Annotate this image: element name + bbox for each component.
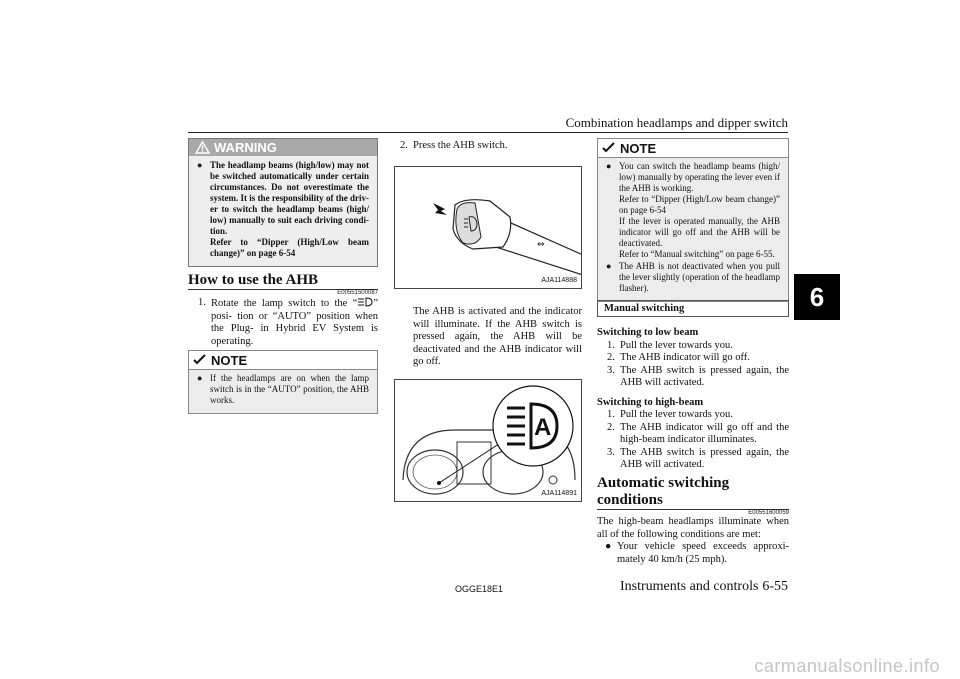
- step-number: 3.: [607, 364, 615, 376]
- low-beam-heading: Switching to low beam: [597, 327, 699, 338]
- note2-b1-more: If the lever is operated manually, the AHB indicator will go off and the AHB will be deactivated.: [619, 216, 780, 248]
- bullet-icon: ●: [606, 161, 612, 171]
- step1-text-a: Rotate the lamp switch to the “: [211, 298, 358, 309]
- note-label-2: NOTE: [620, 140, 657, 156]
- high-step: [597, 447, 789, 472]
- warning-ref: Refer to “Dipper (High/Low beam change)” on page 6-54: [210, 237, 369, 258]
- warning-label: WARNING: [214, 140, 277, 155]
- low-step: [597, 340, 789, 353]
- figure-ahb-switch: [394, 166, 582, 289]
- ahb-activation-text: The AHB is activated and the indicator will illuminate. If the AHB switch is pressed again, the AHB will be deactivated and the AHB indicator will go off.: [413, 306, 582, 367]
- warning-triangle-icon: [195, 141, 210, 154]
- how-to-section: [188, 272, 378, 348]
- note-body-1: [189, 370, 377, 413]
- note2-b2: The AHB is not deactivated when you pull the lever slightly (operation of the headlamp flasher).: [619, 261, 780, 293]
- manual-switching-box: Manual switching: [597, 300, 789, 317]
- warning-item: [197, 160, 369, 259]
- step-text: Pull the lever towards you.: [620, 339, 733, 351]
- step-number: 2.: [607, 352, 615, 363]
- auto-title: Automatic switching conditions: [597, 475, 730, 508]
- step-number: 1.: [198, 297, 206, 308]
- note2-item-1: [606, 161, 780, 260]
- footer-code: OGGE18E1: [455, 584, 504, 594]
- note-body-2: [598, 158, 788, 301]
- low-step: [597, 365, 789, 390]
- note-label-1: NOTE: [211, 352, 248, 368]
- bullet-icon: ●: [197, 160, 203, 170]
- note-header-2: [598, 139, 788, 158]
- step-number: 2.: [400, 140, 408, 151]
- note-box-2: [597, 138, 789, 302]
- header-rule: [188, 132, 788, 133]
- step-text: The AHB indicator will go off and the high-beam indicator illuminates.: [620, 421, 789, 445]
- step-text: The AHB switch is pressed again, the AHB will activated.: [620, 364, 789, 388]
- note-box-1: [188, 350, 378, 414]
- note2-b1: You can switch the headlamp beams (high/ low) manually by operating the lever even if the AHB is working.: [619, 161, 780, 193]
- page-header-title: Combination headlamps and dipper switch: [565, 115, 788, 130]
- figure-label-1: AJA114888: [541, 277, 577, 284]
- step2-text: Press the AHB switch.: [413, 140, 508, 151]
- chapter-tab: 6: [794, 274, 840, 320]
- manual-switching-content: [597, 327, 789, 472]
- svg-text:⇔: ⇔: [537, 240, 545, 250]
- warning-box: [188, 138, 378, 267]
- how-to-step-1: [188, 297, 378, 348]
- high-step: [597, 409, 789, 422]
- bullet-icon: ●: [606, 261, 612, 271]
- instrument-cluster-illustration: [395, 380, 582, 502]
- step-number: 3.: [607, 446, 615, 458]
- step-text: The AHB indicator will go off.: [620, 352, 750, 363]
- note-header-1: [189, 351, 377, 370]
- note1-text: If the headlamps are on when the lamp switch is in the “AUTO” position, the AHB works.: [210, 373, 369, 405]
- watermark: carmanualsonline.info: [754, 656, 940, 676]
- high-beam-heading: Switching to high-beam: [597, 396, 704, 408]
- how-to-title: How to use the AHB: [188, 272, 319, 288]
- lever-switch-illustration: [395, 167, 582, 289]
- note2-item-2: [606, 261, 780, 294]
- figure-ahb-indicator: [394, 379, 582, 502]
- auto-switching-section: [597, 475, 789, 566]
- step-number: 1.: [607, 409, 615, 420]
- page-number: 6-55: [762, 579, 788, 594]
- note1-item: [197, 373, 369, 406]
- auto-bullet: [597, 541, 789, 566]
- auto-code: E00551600059: [748, 510, 789, 516]
- auto-intro: The high-beam headlamps illuminate when all of the following conditions are met:: [597, 516, 789, 540]
- step-number: 1.: [607, 339, 615, 351]
- step-2: [390, 140, 605, 153]
- note-hand-icon: [602, 142, 616, 154]
- bullet-icon: ●: [605, 541, 612, 552]
- low-step: [597, 352, 789, 365]
- step-text: Pull the lever towards you.: [620, 409, 733, 420]
- footer-section: Instruments and controls: [620, 579, 759, 594]
- auto-headlamp-icon: [357, 297, 373, 307]
- warning-text: The headlamp beams (high/low) may not be switched automatically under certain circumstances. Do not overestimate the system. It is the responsibility of the driv- er to switch the headlamp beams (high/ low) manually to suit each driving condi- tion.: [210, 160, 369, 236]
- figure-label-2: AJA114891: [541, 490, 577, 497]
- svg-text:A: A: [534, 414, 552, 441]
- bullet-icon: ●: [197, 373, 203, 383]
- auto-bullet-text: Your vehicle speed exceeds approxi- mately 40 km/h (25 mph).: [617, 541, 789, 565]
- note-hand-icon: [193, 354, 207, 366]
- note2-b1-ref2: Refer to “Manual switching” on page 6-55.: [619, 249, 775, 259]
- step1-text-b: ” posi- tion or “AUTO” position when the Plug- in Hybrid EV System is operating.: [211, 298, 378, 347]
- high-step: [597, 422, 789, 447]
- how-to-code: E00551500087: [337, 290, 378, 296]
- warning-header: [189, 139, 377, 156]
- warning-body: [189, 156, 377, 266]
- note2-b1-ref: Refer to “Dipper (High/Low beam change)” on page 6-54: [619, 194, 780, 215]
- step-number: 2.: [607, 421, 615, 433]
- step-text: The AHB switch is pressed again, the AHB will activated.: [620, 446, 789, 470]
